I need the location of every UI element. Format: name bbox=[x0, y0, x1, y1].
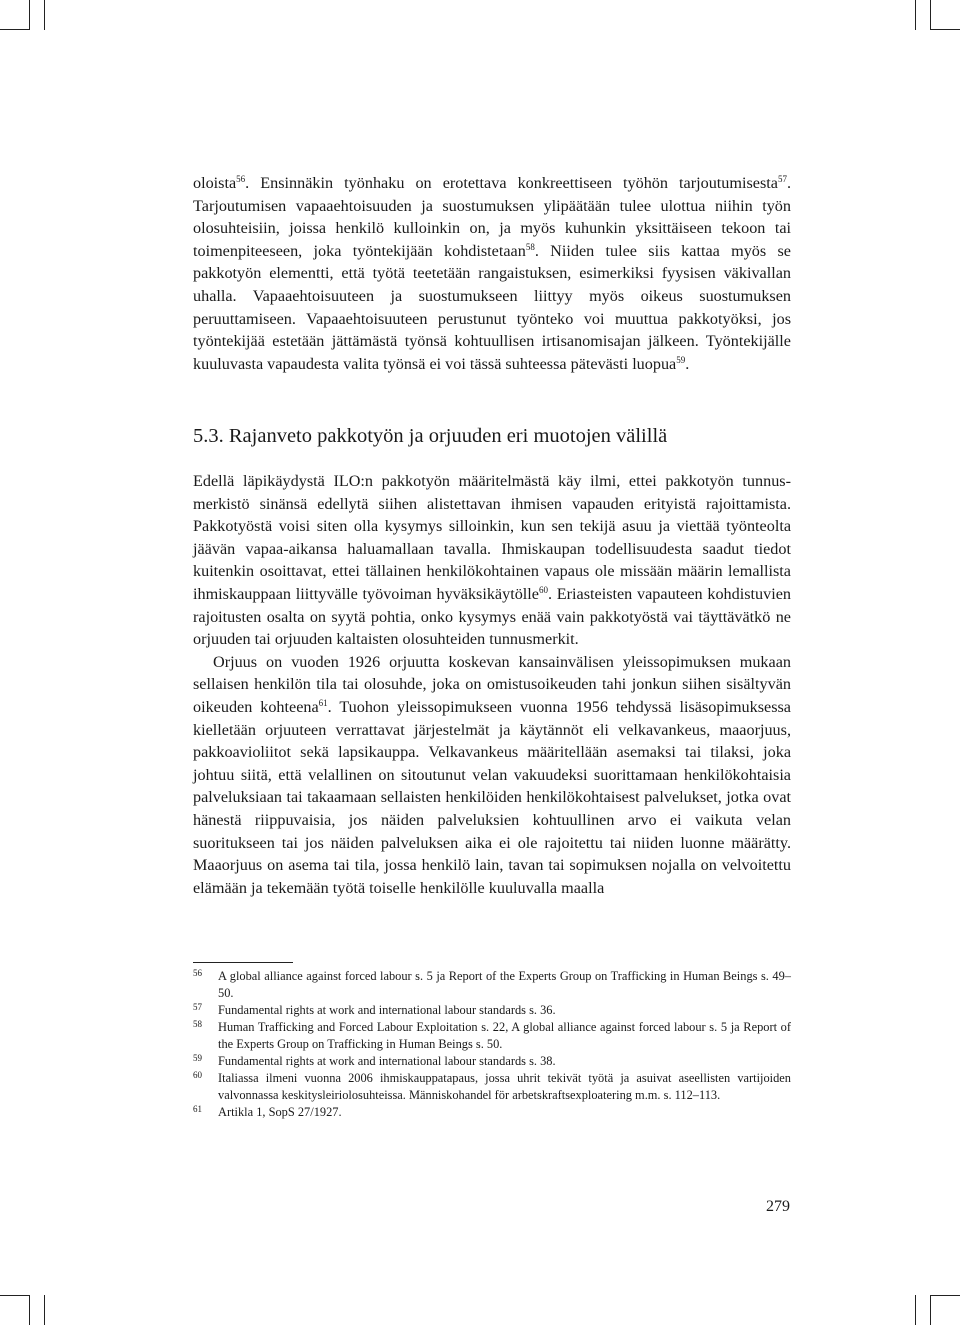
footnote-ref[interactable]: 59 bbox=[676, 354, 686, 365]
crop-mark bbox=[931, 1295, 960, 1296]
footnote-ref[interactable]: 57 bbox=[777, 174, 787, 184]
footnote-ref[interactable]: 56 bbox=[236, 174, 246, 184]
footnote-number: 59 bbox=[193, 1053, 202, 1063]
footnote bbox=[193, 1053, 791, 1070]
crop-mark bbox=[930, 0, 931, 30]
page-number: 279 bbox=[766, 1198, 790, 1215]
paragraph: Edellä läpikäydystä ILO:n pakkotyön määritelmästä käy ilmi, ettei pakkotyön tunnusmerkistö sinänsä edellytä siihen alistettavan ihmisen vapauden erityistä rajoittamista. Pakkotyöstä voisi siten olla kysymys silloinkin, kun sen tekijä asuu ja viettää työnteolta jäävän vapaa-aikansa haluamallaan tavalla. Ihmiskaupan todellisuudesta saadut tiedot kuitenkin osoittavat, ettei tällainen henkilökohtainen vapaus ole missään määrin lemallista ihmiskauppaan liittyvälle työvoiman hyväksikäytölle$^{60}$. Eriasteisten vapauteen kohdistuvien rajoitusten osalta on syytä pohtia, onko kysymys enää vain pakkotyöstä vai täyttävätkö ne orjuuden tai orjuuden kaltaisten olosuhteiden tunnusmerkit. bbox=[193, 472, 791, 649]
crop-mark bbox=[0, 29, 29, 30]
footnote bbox=[193, 968, 791, 1002]
crop-mark bbox=[29, 0, 30, 30]
footnote bbox=[193, 1070, 791, 1104]
body-paragraph-1 bbox=[193, 172, 791, 375]
footnote-number: 57 bbox=[193, 1002, 202, 1012]
footnote-number: 58 bbox=[193, 1019, 202, 1029]
footnote-number: 56 bbox=[193, 968, 202, 978]
footnote-text: Artikla 1, SopS 27/1927. bbox=[218, 1105, 342, 1119]
footnote-ref[interactable]: 61 bbox=[318, 697, 328, 708]
footnote-separator bbox=[193, 962, 293, 963]
footnote bbox=[193, 1104, 791, 1121]
footnote-ref[interactable]: 58 bbox=[525, 241, 535, 252]
crop-mark bbox=[29, 1295, 30, 1325]
paragraph: Orjuus on vuoden 1926 orjuutta koskevan kansainvälisen yleissopimuksen mukaan sellaisen henkilön tila tai olosuhde, joka on omistusoikeuden tahi jonkun siihen sisältyvän oikeuden kohteena$^{61}$. Tuohon yleissopimukseen vuonna 1956 tehdyssä lisäsopimuksessa kielletään orjuuteen verrattavat järjestelmät ja käytännöt eli velkavankeus, maaorjuus, pakkoavioliitot sekä lapsikauppa. Velkavankeus määritellään asemaksi tai tilaksi, joka johtuu siitä, että velallinen on sitoutunut velan vakuudeksi suorittamaan henkilökohtaisia palveluksiaan tai takaamaan sellaisten henkilöiden henkilökohtaisest palvelukset, jotka ovat hänestä riippuvaisia, jos näiden palveluksien kohtuullinen arvo ei vaikuta velan suoritukseen tai jos näiden palveluksen aika ei ole rajoitettu tai niiden luonne määrätty. Maaorjuus on asema tai tila, jossa henkilö lain, tavan tai sopimuksen nojalla on velvoitettu elämään ja tekemään työtä toiselle henkilölle kuuluvalla maalla bbox=[193, 652, 791, 897]
footnote-text: A global alliance against forced labour s. 5 ja Report of the Experts Group on Trafficking in Human Beings s. 49–50. bbox=[218, 969, 791, 1000]
footnote-number: 61 bbox=[193, 1104, 202, 1114]
crop-mark bbox=[0, 1295, 29, 1296]
crop-mark bbox=[930, 1295, 931, 1325]
paragraph: oloista$^{56}$. Ensinnäkin työnhaku on erotettava konkreettiseen työhön tarjoutumisesta$^{57}$. Tarjoutumisen vapaaehtoisuuden ja suostumuksen ylipäätään tulee ulottua niihin työn olosuhteisiin, joissa henkilö kulloinkin on, ja myös kuhunkin yksittäiseen tekoon tai toimenpiteeseen, joka työntekijään kohdistetaan$^{58}$. Niiden tulee siis kattaa myös se pakkotyön elementti, että työtä teetetään rangaistuksen, esimerkiksi fyysisen väkivallan uhalla. Vapaaehtoisuuteen ja suostumukseen liittyy myös oikeus suostumuksen peruuttamiseen. Vapaaehtoisuuteen perustunut työnteko voi muuttua pakkotyöksi, jos työntekijää estetään jättämästä työnsä kohtuullisen irtisanomisajan jälkeen. Työntekijälle kuuluvasta vapaudesta valita työnsä ei voi tässä suhteessa pätevästi luopua$^{59}$. bbox=[193, 174, 791, 373]
footnote-text: Italiassa ilmeni vuonna 2006 ihmiskauppatapaus, jossa uhrit tekivät työtä ja asuivat aseellisten vartijoiden valvonnassa keskitysleiriolosuhteissa. Människohandel för arbetskraftsexploatering m.m. s. 112–113. bbox=[218, 1071, 791, 1102]
footnote-number: 60 bbox=[193, 1070, 202, 1080]
crop-mark bbox=[931, 29, 960, 30]
body-section bbox=[193, 470, 791, 899]
footnote-text: Human Trafficking and Forced Labour Exploitation s. 22, A global alliance against forced labour s. 5 ja Report of the Experts Group on Trafficking in Human Beings s. 50. bbox=[218, 1020, 791, 1051]
section-heading: 5.3. Rajanveto pakkotyön ja orjuuden eri muotojen välillä bbox=[193, 425, 668, 447]
crop-mark bbox=[44, 0, 45, 30]
footnote-text: Fundamental rights at work and international labour standards s. 38. bbox=[218, 1054, 556, 1068]
footnote bbox=[193, 1019, 791, 1053]
footnote-ref[interactable]: 60 bbox=[538, 584, 548, 595]
crop-mark bbox=[915, 1295, 916, 1325]
footnote bbox=[193, 1002, 791, 1019]
footnotes bbox=[193, 968, 791, 1121]
footnote-text: Fundamental rights at work and international labour standards s. 36. bbox=[218, 1003, 556, 1017]
crop-mark bbox=[915, 0, 916, 30]
crop-mark bbox=[44, 1295, 45, 1325]
